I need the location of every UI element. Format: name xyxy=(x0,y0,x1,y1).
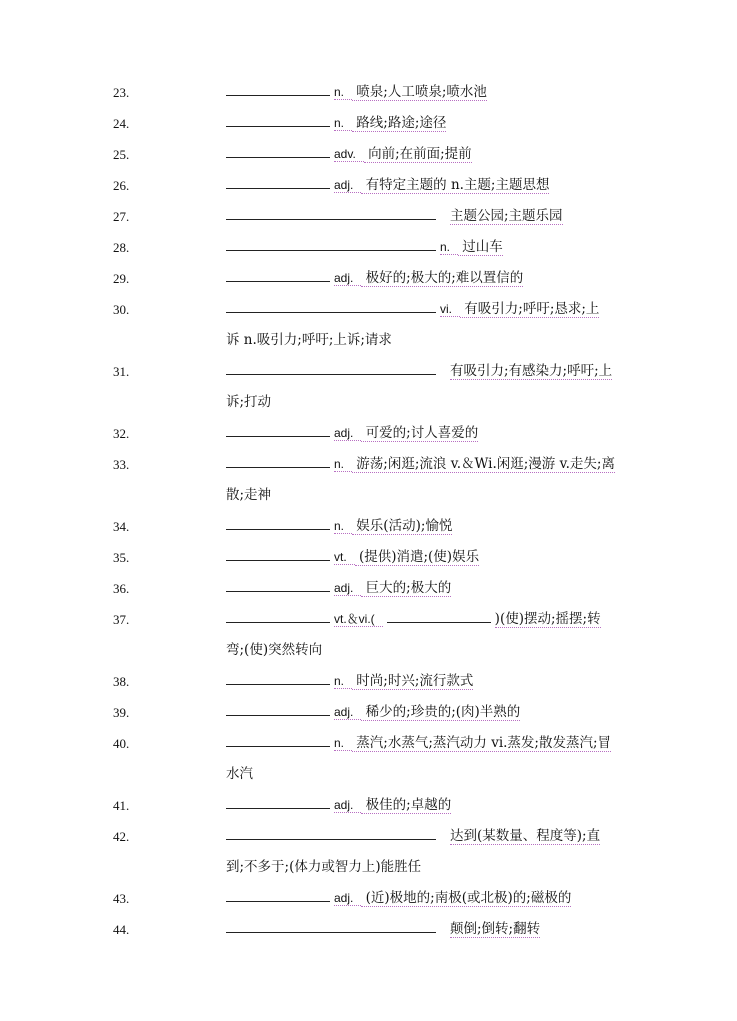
entry-continuation-row xyxy=(0,387,737,418)
part-of-speech: n. xyxy=(334,674,352,689)
entry-row xyxy=(0,201,737,232)
entry-row xyxy=(0,790,737,821)
answer-blank[interactable] xyxy=(226,145,330,158)
entry-content xyxy=(226,449,626,480)
entry-content xyxy=(226,263,626,294)
part-of-speech: adj. xyxy=(334,798,361,813)
answer-blank[interactable] xyxy=(226,734,330,747)
entry-row xyxy=(0,449,737,480)
definition: 稀少的;珍贵的;(肉)半熟的 xyxy=(361,704,521,720)
entry-content xyxy=(226,604,626,635)
definition: )(使)摆动;摇摆;转 xyxy=(494,611,601,627)
entry-content xyxy=(226,201,626,232)
entry-row xyxy=(0,728,737,759)
answer-blank[interactable] xyxy=(226,672,330,685)
entry-content xyxy=(226,511,626,542)
entry-number: 37. xyxy=(113,612,130,627)
entry-content xyxy=(226,914,626,945)
entry-continuation-row xyxy=(0,759,737,790)
answer-blank[interactable] xyxy=(226,455,330,468)
entry-content xyxy=(226,418,626,449)
answer-blank[interactable] xyxy=(226,238,436,251)
entry-content xyxy=(226,170,626,201)
entry-content xyxy=(226,356,626,387)
entry-row xyxy=(0,511,737,542)
entry-number: 26. xyxy=(113,178,130,193)
definition-continuation: 弯;(使)突然转向 xyxy=(226,642,323,658)
entry-number: 41. xyxy=(113,798,130,813)
definition: 过山车 xyxy=(458,239,503,255)
entry-number: 30. xyxy=(113,302,130,317)
answer-blank[interactable] xyxy=(226,579,330,592)
definition: 游荡;闲逛;流浪 v.＆Wi.闲逛;漫游 v.走失;离 xyxy=(352,456,615,472)
entry-number: 36. xyxy=(113,581,130,596)
entry-row xyxy=(0,573,737,604)
entry-content xyxy=(226,573,626,604)
definition: 娱乐(活动);愉悦 xyxy=(352,518,453,534)
answer-blank[interactable] xyxy=(226,517,330,530)
part-of-speech: n. xyxy=(334,519,352,534)
part-of-speech: n. xyxy=(334,457,352,472)
entry-number: 39. xyxy=(113,705,130,720)
entry-continuation-row xyxy=(0,480,737,511)
entry-row xyxy=(0,294,737,325)
definition: 可爱的;讨人喜爱的 xyxy=(361,425,479,441)
entry-number: 40. xyxy=(113,736,130,751)
entry-content xyxy=(226,232,626,263)
answer-blank[interactable] xyxy=(226,548,330,561)
entry-row xyxy=(0,139,737,170)
part-of-speech: adj. xyxy=(334,705,361,720)
part-of-speech: adv. xyxy=(334,147,364,162)
definition: 达到(某数量、程度等);直 xyxy=(450,828,601,844)
part-of-speech: vt. xyxy=(334,550,355,565)
entry-number: 24. xyxy=(113,116,130,131)
answer-blank[interactable] xyxy=(226,920,436,933)
entry-continuation-row xyxy=(0,635,737,666)
entry-row xyxy=(0,108,737,139)
answer-blank[interactable] xyxy=(226,362,436,375)
definition: (近)极地的;南极(或北极)的;磁极的 xyxy=(361,890,572,906)
part-of-speech: n. xyxy=(334,85,352,100)
part-of-speech: n. xyxy=(440,240,458,255)
part-of-speech: adj. xyxy=(334,178,361,193)
definition: 喷泉;人工喷泉;喷水池 xyxy=(352,84,487,100)
answer-blank[interactable] xyxy=(226,703,330,716)
entry-number: 34. xyxy=(113,519,130,534)
answer-blank[interactable] xyxy=(226,424,330,437)
entry-row xyxy=(0,883,737,914)
definition-continuation: 诉 n.吸引力;呼吁;上诉;请求 xyxy=(226,332,392,348)
definition: 极佳的;卓越的 xyxy=(361,797,452,813)
entry-row xyxy=(0,666,737,697)
answer-blank[interactable] xyxy=(226,796,330,809)
entry-number: 29. xyxy=(113,271,130,286)
definition-continuation: 水汽 xyxy=(226,766,253,782)
entry-number: 25. xyxy=(113,147,130,162)
definition: 时尚;时兴;流行款式 xyxy=(352,673,474,689)
definition: 颠倒;倒转;翻转 xyxy=(450,921,541,937)
entry-number: 27. xyxy=(113,209,130,224)
entry-number: 43. xyxy=(113,891,130,906)
part-of-speech: vi. xyxy=(440,302,460,317)
entry-row xyxy=(0,604,737,635)
definition-continuation: 诉;打动 xyxy=(226,394,272,410)
entry-content xyxy=(226,542,626,573)
entry-content xyxy=(226,697,626,728)
entry-number: 38. xyxy=(113,674,130,689)
entry-row xyxy=(0,232,737,263)
part-of-speech: adj. xyxy=(334,426,361,441)
entry-row xyxy=(0,418,737,449)
part-of-speech: adj. xyxy=(334,581,361,596)
answer-blank[interactable] xyxy=(226,610,330,623)
part-of-speech: vt.＆vi.( xyxy=(334,612,383,627)
entry-content xyxy=(226,294,626,325)
answer-blank[interactable] xyxy=(226,889,330,902)
answer-blank[interactable] xyxy=(226,269,330,282)
entry-row xyxy=(0,821,737,852)
entry-number: 33. xyxy=(113,457,130,472)
part-of-speech: adj. xyxy=(334,891,361,906)
part-of-speech: n. xyxy=(334,116,352,131)
entry-row xyxy=(0,697,737,728)
part-of-speech: n. xyxy=(334,736,352,751)
definition-continuation: 到;不多于;(体力或智力上)能胜任 xyxy=(226,859,422,875)
entry-row xyxy=(0,77,737,108)
entry-number: 23. xyxy=(113,85,130,100)
definition: 蒸汽;水蒸气;蒸汽动力 vi.蒸发;散发蒸汽;冒 xyxy=(352,735,612,751)
definition: (提供)消遣;(使)娱乐 xyxy=(354,549,480,565)
entry-content xyxy=(226,139,626,170)
entry-number: 42. xyxy=(113,829,130,844)
definition: 向前;在前面;提前 xyxy=(363,146,472,162)
definition: 巨大的;极大的 xyxy=(361,580,452,596)
entry-row xyxy=(0,170,737,201)
entry-number: 35. xyxy=(113,550,130,565)
definition: 路线;路途;途径 xyxy=(352,115,447,131)
definition: 主题公园;主题乐园 xyxy=(450,208,563,224)
entry-content xyxy=(226,77,626,108)
answer-blank[interactable] xyxy=(226,83,330,96)
entry-content xyxy=(226,666,626,697)
answer-blank-inline[interactable] xyxy=(387,610,491,623)
answer-blank[interactable] xyxy=(226,207,436,220)
definition: 有特定主题的 n.主题;主题思想 xyxy=(361,177,550,193)
entry-row xyxy=(0,263,737,294)
entry-content xyxy=(226,821,626,852)
entry-content xyxy=(226,883,626,914)
definition: 有吸引力;有感染力;呼吁;上 xyxy=(450,363,613,379)
entry-row xyxy=(0,356,737,387)
entry-row xyxy=(0,914,737,945)
entry-number: 32. xyxy=(113,426,130,441)
entry-content xyxy=(226,728,626,759)
entry-content xyxy=(226,790,626,821)
entry-number: 44. xyxy=(113,922,130,937)
entry-content xyxy=(226,108,626,139)
answer-blank[interactable] xyxy=(226,827,436,840)
entry-continuation-row xyxy=(0,852,737,883)
answer-blank[interactable] xyxy=(226,176,330,189)
answer-blank[interactable] xyxy=(226,114,330,127)
entry-continuation-row xyxy=(0,325,737,356)
entry-number: 31. xyxy=(113,364,130,379)
entry-row xyxy=(0,542,737,573)
definition: 有吸引力;呼吁;恳求;上 xyxy=(460,301,600,317)
definition: 极好的;极大的;难以置信的 xyxy=(361,270,524,286)
entry-number: 28. xyxy=(113,240,130,255)
answer-blank[interactable] xyxy=(226,300,436,313)
part-of-speech: adj. xyxy=(334,271,361,286)
definition-continuation: 散;走神 xyxy=(226,487,272,503)
